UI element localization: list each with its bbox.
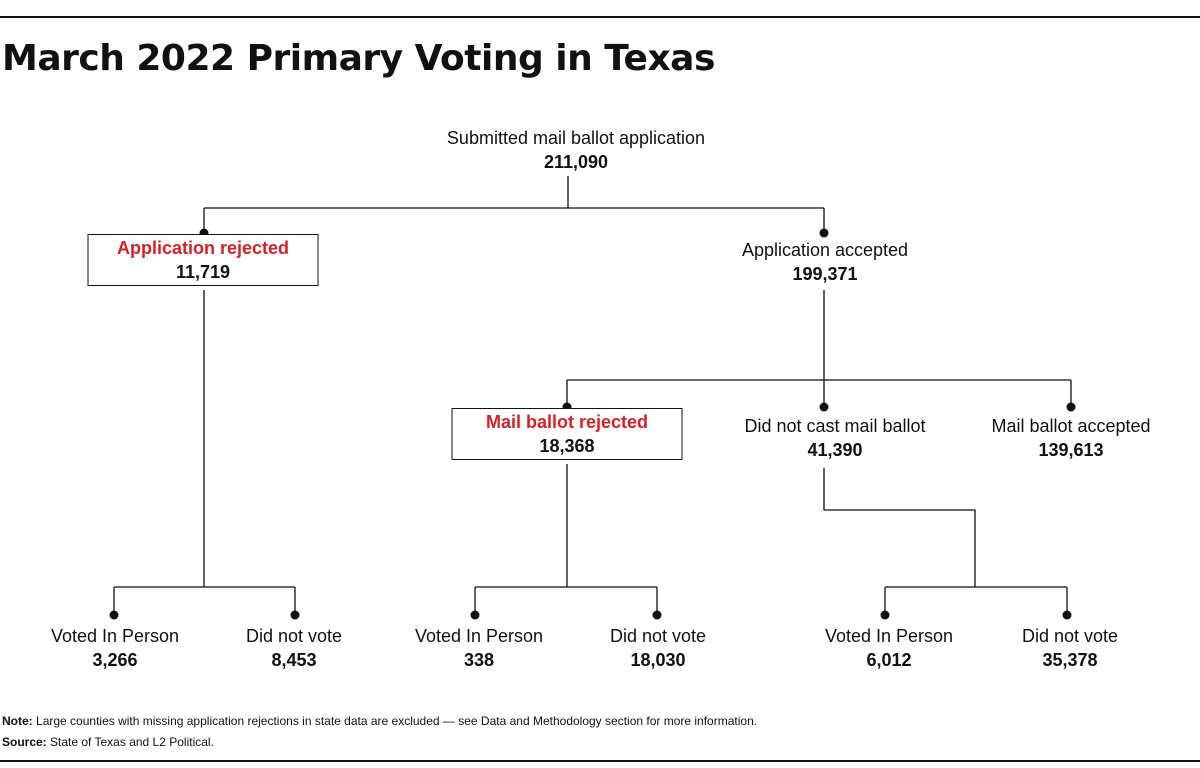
node-value: 18,368 <box>539 436 595 456</box>
diagram-title: March 2022 Primary Voting in Texas <box>2 38 715 79</box>
node-mail-rejected-voted-in-person <box>415 624 543 672</box>
node-value: 199,371 <box>792 264 858 284</box>
junction-dot <box>820 229 829 238</box>
connector-mail-rejected <box>475 464 657 614</box>
node-mail-ballot-accepted <box>991 414 1150 462</box>
node-not-cast-voted-in-person <box>825 624 953 672</box>
footnote-note <box>2 713 757 729</box>
node-value: 35,378 <box>1042 650 1098 670</box>
node-value: 11,719 <box>175 262 231 282</box>
node-application-accepted <box>742 238 908 286</box>
node-label: Did not vote <box>245 626 343 646</box>
node-label: Did not vote <box>1021 626 1119 646</box>
node-not-cast-did-not-vote <box>1022 624 1118 672</box>
node-app-rejected-voted-in-person <box>51 624 179 672</box>
node-value: 18,030 <box>630 650 686 670</box>
node-mail-rejected-did-not-vote <box>610 624 706 672</box>
node-label: Voted In Person <box>50 626 180 646</box>
node-value: 8,453 <box>271 650 317 670</box>
node-value: 41,390 <box>807 440 863 460</box>
node-label: Voted In Person <box>414 626 544 646</box>
node-label: Mail ballot accepted <box>991 416 1151 436</box>
node-label: Submitted mail ballot application <box>446 128 706 148</box>
node-label: Application rejected <box>116 238 290 258</box>
junction-dot <box>881 611 890 620</box>
note-text: Large counties with missing application rejections in state data are excluded — see Data and Methodology section for more information. <box>36 714 758 728</box>
junction-dot <box>291 611 300 620</box>
connector-app-accepted <box>567 290 1071 406</box>
node-value: 338 <box>463 650 495 670</box>
node-did-not-cast-mail-ballot <box>744 414 925 462</box>
node-value: 139,613 <box>1038 440 1104 460</box>
source-label: Source: <box>2 735 47 749</box>
connector-app-rejected <box>114 290 295 614</box>
node-app-rejected-did-not-vote <box>246 624 342 672</box>
node-value: 6,012 <box>866 650 912 670</box>
junction-dot <box>110 611 119 620</box>
node-label: Voted In Person <box>824 626 954 646</box>
node-submitted-application <box>447 126 705 174</box>
node-label: Did not cast mail ballot <box>744 416 926 436</box>
node-label: Application accepted <box>741 240 909 260</box>
connector-root <box>204 176 824 232</box>
node-label: Did not vote <box>609 626 707 646</box>
node-mail-ballot-rejected <box>452 408 683 460</box>
footnote-source <box>2 734 214 750</box>
junction-dot <box>471 611 480 620</box>
note-label: Note: <box>2 714 33 728</box>
node-application-rejected <box>88 234 319 286</box>
connector-not-cast <box>824 468 1067 614</box>
junction-dot <box>1067 403 1076 412</box>
node-value: 211,090 <box>543 152 609 172</box>
bottom-rule <box>0 760 1200 762</box>
junction-dot <box>820 403 829 412</box>
junction-dot <box>1063 611 1072 620</box>
node-label: Mail ballot rejected <box>485 412 649 432</box>
junction-dot <box>653 611 662 620</box>
node-value: 3,266 <box>92 650 138 670</box>
source-text: State of Texas and L2 Political. <box>50 735 214 749</box>
